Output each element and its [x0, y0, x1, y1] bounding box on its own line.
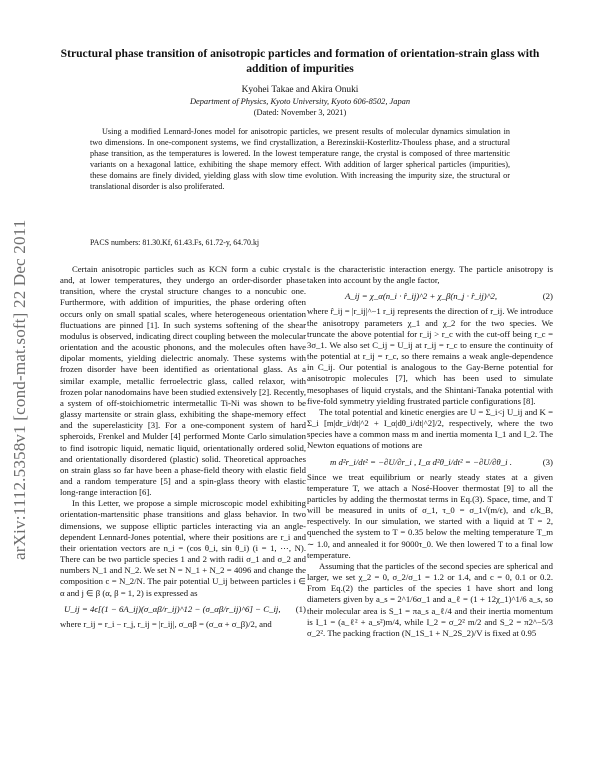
equation-2-body: A_ij = χ_α(n_i · r̂_ij)^2 + χ_β(n_j · r̂_ij)^2,	[344, 291, 498, 302]
equation-1-number: (1)	[295, 603, 306, 614]
affiliation: Department of Physics, Kyoto University, Kyoto 606-8502, Japan	[189, 97, 411, 106]
model-paragraph: In this Letter, we propose a simple microscopic model exhibiting orientation-martensitic phase transitions and glass behavior. In two dimensions, we suppose elliptic particles interacting via an angle-dependent Lennard-Jones potential, where their positions are r_i and their orientation vectors are n_i = (cos θ_i, sin θ_i) (i = 1, ⋯, N). There can be two particle species 1 and 2 with radii σ_1 and σ_2 and numbers N_1 and N_2. We set N = N_1 + N_2 = 4096 and change the composition c = N_2/N. The pair potential U_ij between particles i ∈ α and j ∈ β (α, β = 1, 2) is expressed as	[60, 498, 306, 598]
paper-title: Structural phase transition of anisotropic particles and formation of orientation-strain glass with addition of impurities	[60, 47, 540, 75]
energy-paragraph: The total potential and kinetic energies are U = Σ_i<j U_ij and K = Σ_i [m|dr_i/dt|^2 + I_α|dθ_i/dt|^2]/2, respectively, where the two species have a common mass m and inertia momenta I_1 and I_2. The Newton equations of motions are	[307, 406, 553, 451]
left-column	[60, 264, 306, 630]
equation-1	[60, 604, 306, 615]
thermostat-paragraph: Since we treat equilibrium or nearly steady states at a given temperature T, we attach a Nosé-Hoover thermostat [9] to all the particles by adding the thermostat terms in Eq.(3). Space, time, and T will be measured in units of σ_1, τ_0 = σ_1√(m/ϵ), and ϵ/k_B, respectively. In our simulation, we started with a liquid at T = 2, quenched the system to T = 0.35 below the melting temperature T_m ∼ 1.0, and annealed it for 9000τ_0. We then lowered T to a final low temperature.	[307, 471, 553, 560]
arxiv-identifier: arXiv:1112.5358v1 [cond-mat.soft] 22 Dec 2011	[10, 219, 29, 560]
definitions-paragraph: where r_ij = r_i − r_j, r_ij = |r_ij|, σ_αβ = (σ_α + σ_β)/2, and	[60, 618, 272, 629]
equation-1-body: U_ij = 4ϵ[(1 − 6A_ij)(σ_αβ/r_ij)^12 − (σ_αβ/r_ij)^6] − C_ij,	[64, 603, 281, 614]
equation-3-body: m d²r_i/dt² = −∂U/∂r_i , I_α d²θ_i/dt² = −∂U/∂θ_i .	[330, 456, 512, 467]
authors: Kyohei Takae and Akira Onuki	[241, 85, 359, 95]
abstract: Using a modified Lennard-Jones model for anisotropic particles, we present results of molecular dynamics simulation in two dimensions. In one-component systems, we find crystallization, a Berezinskii-Kosterlitz-Thouless phase, and a structural phase transition, as the temperatures is lowered. In the lowest temperature range, the crystal is composed of three martensitic variants on a hexagonal lattice, exhibiting the shape memory effect. With addition of larger spherical particles (impurities), these domains are finely divided, yielding glass with slow time evolution. With increasing the impurity size, the structural or translational disorder is also proliferated.	[90, 127, 510, 191]
date-line: (Dated: November 3, 2021)	[253, 108, 347, 117]
potential-paragraph: where r̂_ij = |r_ij|^−1 r_ij represents the direction of r_ij. We introduce the anisotropy parameters χ_1 and χ_2 for the two species. We truncate the above potential for r_ij > r_c with the cut-off being r_c = 3σ_1. We also set C_ij = U_ij at r_ij = r_c to ensure the continuity of the potential at r_ij = r_c, so there remains a weak angle-dependence in C_ij. Our potential is analogous to the Gay-Berne potential for anisotropic molecules [7], which has been used to simulate mesophases of liquid crystals, and the Shintani-Tanaka potential with five-fold symmetry yielding frustrated particle configurations [8].	[307, 306, 553, 406]
species-paragraph: Assuming that the particles of the second species are spherical and larger, we set χ_2 = 0, σ_2/σ_1 = 1.2 or 1.4, and c = 0, 0.1 or 0.2. From Eq.(2) the particles of the species 1 have short and long diameters given by a_s = 2^1/6σ_1 and a_ℓ = (1 + 12χ_1)^1/6 a_s, so their molecular area is S_1 = πa_s a_ℓ/4 and their inertia momentum is I_1 = (a_ℓ² + a_s²)m/4, while I_2 = σ_2² m/2 and S_2 = π2^−5/3 σ_2². The packing fraction (N_1S_1 + N_2S_2)/V is fixed at 0.95	[307, 560, 553, 638]
interaction-paragraph: ϵ is the characteristic interaction energy. The particle anisotropy is taken into account by the angle factor,	[307, 264, 553, 286]
right-column	[307, 264, 553, 639]
equation-2	[307, 291, 553, 302]
equation-3-number: (3)	[542, 456, 553, 467]
equation-2-number: (2)	[542, 291, 553, 302]
intro-paragraph: Certain anisotropic particles such as KCN form a cubic crystal and, at lower temperatures, they undergo an order-disorder phase transition, where the crystal structure changes to a noncubic one. Furthermore, with addition of impurities, the phase ordering often occurs only on small spatial scales, where heterogeneous orientation fluctuations are pinned [1]. In such systems softening of the shear modulus is observed, indicating direct coupling between the molecular orientation and the acoustic phonons, and the molecules often have dipolar moments, yielding dielectric anomaly. These systems with frozen disorder have been identified as orientational glass. As a similar example, metallic ferroelectric glass, called relaxor, with frozen polar nanodomains have been studied extensively [2]. Recently, a system of off-stoichiometric intermetallic Ti-Ni was shown to be glassy martensite or strain glass, exhibiting the shape-memory effect and the superelasticity [3]. For a one-component system of hard spheroids, Frenkel and Mulder [4] performed Monte Carlo simulation to find isotropic liquid, nematic liquid, orientationally ordered solid, and orientationally disordered (plastic) solid. Theoretical approaches on strain glass so far have been a phase-field theory with elastic field and a random temperature [5] and a spin-glass theory with elastic long-range interaction [6].	[60, 264, 306, 498]
pacs-numbers: PACS numbers: 81.30.Kf, 61.43.Fs, 61.72-y, 64.70.kj	[90, 238, 260, 247]
equation-3	[307, 457, 553, 468]
